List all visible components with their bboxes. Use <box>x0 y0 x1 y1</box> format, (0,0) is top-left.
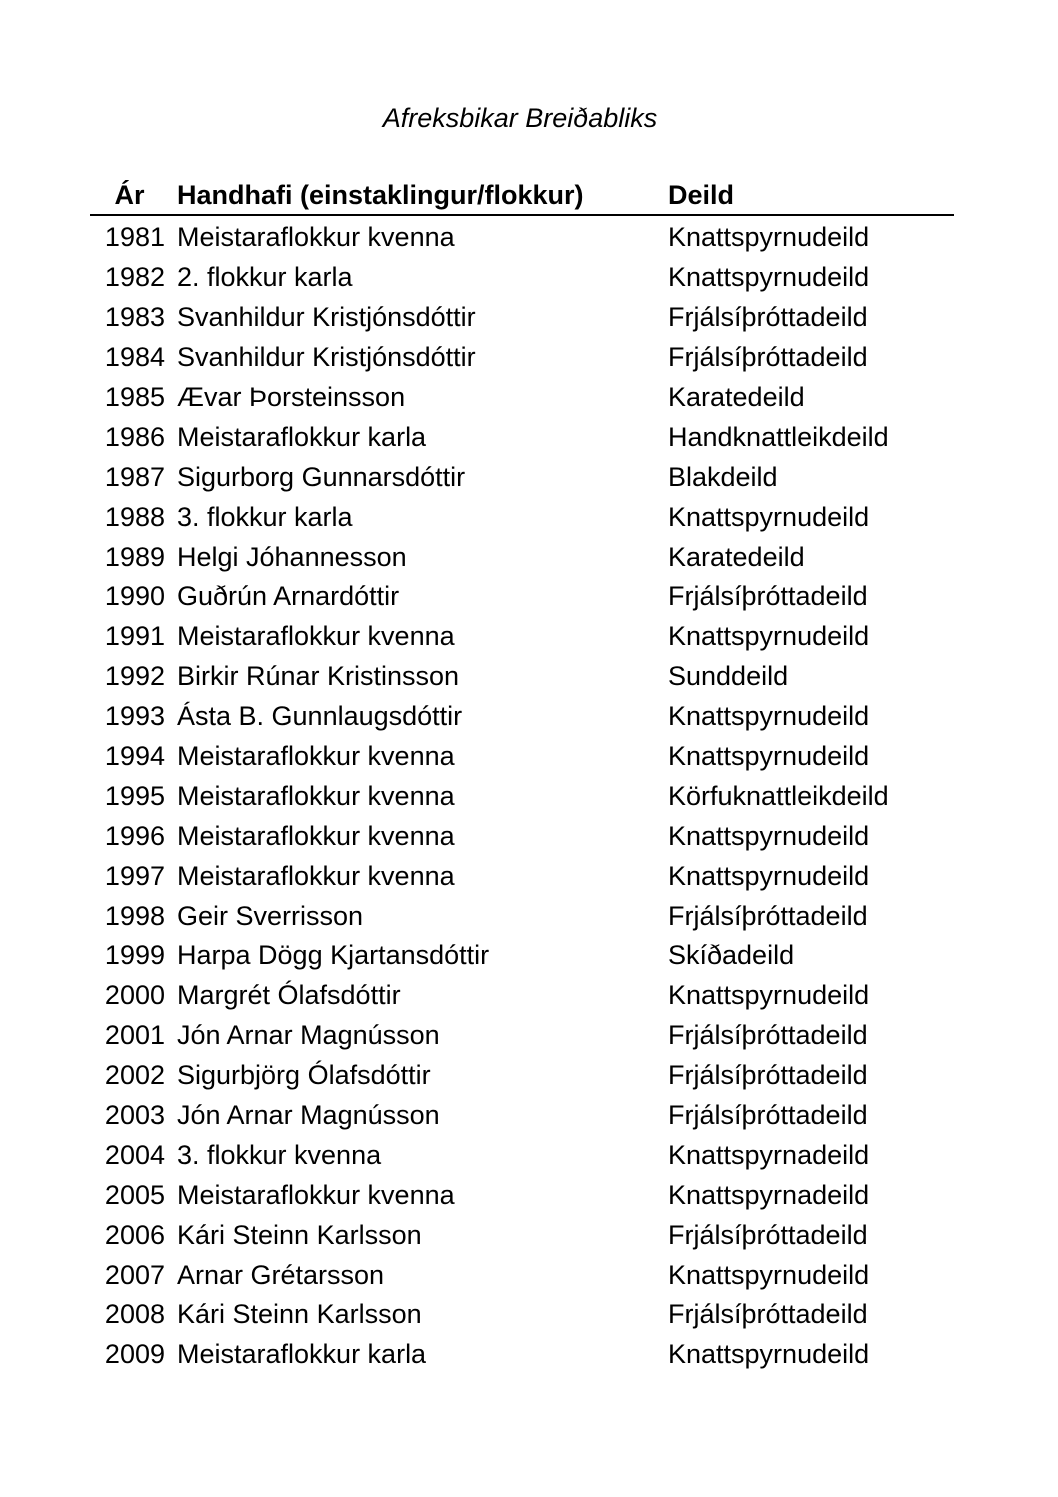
table-row <box>90 1295 954 1335</box>
year-cell: 2007 <box>104 1259 165 1290</box>
holder-cell: Sigurbjörg Ólafsdóttir <box>177 1060 431 1091</box>
holder-cell: 3. flokkur kvenna <box>177 1139 382 1170</box>
year-cell: 1985 <box>104 382 165 412</box>
table-row <box>90 936 954 976</box>
holder-cell: Arnar Grétarsson <box>177 1259 385 1290</box>
table-row <box>90 776 954 816</box>
dept-cell: Knattspyrnadeild <box>668 1139 870 1170</box>
table-body <box>90 218 954 1375</box>
holder-cell: Meistaraflokkur karla <box>177 421 427 452</box>
holder-cell: Harpa Dögg Kjartansdóttir <box>177 940 490 971</box>
dept-cell: Knattspyrnudeild <box>668 1259 870 1290</box>
year-cell: 2009 <box>104 1339 165 1370</box>
year-cell: 1991 <box>104 621 165 652</box>
dept-cell: Knattspyrnudeild <box>668 701 870 732</box>
holder-cell: Margrét Ólafsdóttir <box>177 980 401 1011</box>
table-row <box>90 896 954 936</box>
table-row <box>90 298 954 338</box>
year-cell: 1986 <box>104 421 165 452</box>
year-cell: 1992 <box>104 661 165 692</box>
table-row <box>90 737 954 777</box>
dept-cell: Frjálsíþróttadeild <box>668 1020 868 1051</box>
dept-cell: Knattspyrnudeild <box>668 820 870 851</box>
year-cell: 1993 <box>104 701 165 732</box>
table-row <box>90 1056 954 1096</box>
dept-cell: Knattspyrnudeild <box>668 262 870 293</box>
dept-cell: Knattspyrnadeild <box>668 1179 870 1210</box>
holder-cell: Meistaraflokkur kvenna <box>177 1179 455 1210</box>
table-row <box>90 1335 954 1375</box>
dept-cell: Knattspyrnudeild <box>668 741 870 772</box>
dept-cell: Frjálsíþróttadeild <box>668 900 868 931</box>
year-cell: 1983 <box>104 302 165 333</box>
table-row <box>90 1135 954 1175</box>
holder-cell: Ásta B. Gunnlaugsdóttir <box>177 701 463 732</box>
table-row <box>90 1255 954 1295</box>
table-row <box>90 218 954 258</box>
holder-cell: Birkir Rúnar Kristinsson <box>177 661 460 692</box>
year-cell: 1987 <box>104 461 165 492</box>
header-holder: Handhafi (einstaklingur/flokkur) <box>177 179 584 210</box>
holder-cell: Ævar Þorsteinsson <box>177 382 406 412</box>
holder-cell: Svanhildur Kristjónsdóttir <box>177 342 476 373</box>
table-row <box>90 856 954 896</box>
table-row <box>90 1096 954 1136</box>
holder-cell: Kári Steinn Karlsson <box>177 1299 422 1330</box>
table-header <box>90 176 954 216</box>
year-cell: 1981 <box>104 222 165 253</box>
dept-cell: Knattspyrnudeild <box>668 860 870 891</box>
holder-cell: Kári Steinn Karlsson <box>177 1219 422 1250</box>
year-cell: 1988 <box>104 501 165 532</box>
header-year: Ár <box>114 179 145 210</box>
table-row <box>90 497 954 537</box>
dept-cell: Sunddeild <box>668 661 789 692</box>
table-row <box>90 657 954 697</box>
holder-cell: Meistaraflokkur kvenna <box>177 222 455 253</box>
holder-cell: Sigurborg Gunnarsdóttir <box>177 461 466 492</box>
year-cell: 1999 <box>104 940 165 971</box>
dept-cell: Frjálsíþróttadeild <box>668 1060 868 1091</box>
page-title: Afreksbikar Breiðabliks <box>382 103 658 133</box>
dept-cell: Handknattleikdeild <box>668 421 889 452</box>
table-row <box>90 1215 954 1255</box>
holder-cell: Meistaraflokkur kvenna <box>177 820 455 851</box>
table-row <box>90 537 954 577</box>
table-row <box>90 816 954 856</box>
year-cell: 1994 <box>104 741 165 772</box>
holder-cell: Jón Arnar Magnússon <box>177 1020 440 1051</box>
dept-cell: Körfuknattleikdeild <box>668 780 889 811</box>
dept-cell: Karatedeild <box>668 382 805 412</box>
holder-cell: Meistaraflokkur kvenna <box>177 741 455 772</box>
year-cell: 2000 <box>104 980 165 1011</box>
holder-cell: Jón Arnar Magnússon <box>177 1100 440 1131</box>
table-row <box>90 378 954 418</box>
holder-cell: 2. flokkur karla <box>177 262 353 293</box>
dept-cell: Frjálsíþróttadeild <box>668 1299 868 1330</box>
table-row <box>90 417 954 457</box>
table-row <box>90 697 954 737</box>
year-cell: 2006 <box>104 1219 165 1250</box>
table-row <box>90 338 954 378</box>
year-cell: 1998 <box>104 900 165 931</box>
table-row <box>90 1175 954 1215</box>
year-cell: 1990 <box>104 581 165 612</box>
year-cell: 2008 <box>104 1299 165 1330</box>
year-cell: 2005 <box>104 1179 165 1210</box>
year-cell: 1989 <box>104 541 165 572</box>
year-cell: 2004 <box>104 1139 165 1170</box>
holder-cell: Meistaraflokkur kvenna <box>177 780 455 811</box>
dept-cell: Knattspyrnudeild <box>668 501 870 532</box>
awards-table <box>90 176 954 1375</box>
year-cell: 1982 <box>104 262 165 293</box>
holder-cell: Meistaraflokkur karla <box>177 1339 427 1370</box>
year-cell: 1997 <box>104 860 165 891</box>
holder-cell: Geir Sverrisson <box>177 900 364 931</box>
header-dept: Deild <box>668 179 735 210</box>
table-row <box>90 577 954 617</box>
holder-cell: 3. flokkur karla <box>177 501 353 532</box>
dept-cell: Knattspyrnudeild <box>668 621 870 652</box>
dept-cell: Frjálsíþróttadeild <box>668 1100 868 1131</box>
year-cell: 1984 <box>104 342 165 373</box>
dept-cell: Frjálsíþróttadeild <box>668 581 868 612</box>
holder-cell: Meistaraflokkur kvenna <box>177 621 455 652</box>
dept-cell: Skíðadeild <box>668 940 795 971</box>
dept-cell: Karatedeild <box>668 541 805 572</box>
year-cell: 2002 <box>104 1060 165 1091</box>
holder-cell: Svanhildur Kristjónsdóttir <box>177 302 476 333</box>
year-cell: 2001 <box>104 1020 165 1051</box>
dept-cell: Knattspyrnudeild <box>668 222 870 253</box>
table-row <box>90 457 954 497</box>
year-cell: 1996 <box>104 820 165 851</box>
holder-cell: Helgi Jóhannesson <box>177 541 407 572</box>
holder-cell: Meistaraflokkur kvenna <box>177 860 455 891</box>
holder-cell: Guðrún Arnardóttir <box>177 581 400 612</box>
dept-cell: Frjálsíþróttadeild <box>668 302 868 333</box>
dept-cell: Frjálsíþróttadeild <box>668 1219 868 1250</box>
dept-cell: Knattspyrnudeild <box>668 980 870 1011</box>
dept-cell: Knattspyrnudeild <box>668 1339 870 1370</box>
dept-cell: Blakdeild <box>668 461 778 492</box>
year-cell: 1995 <box>104 780 165 811</box>
table-row <box>90 258 954 298</box>
table-row <box>90 976 954 1016</box>
table-row <box>90 617 954 657</box>
year-cell: 2003 <box>104 1100 165 1131</box>
dept-cell: Frjálsíþróttadeild <box>668 342 868 373</box>
table-row <box>90 1016 954 1056</box>
